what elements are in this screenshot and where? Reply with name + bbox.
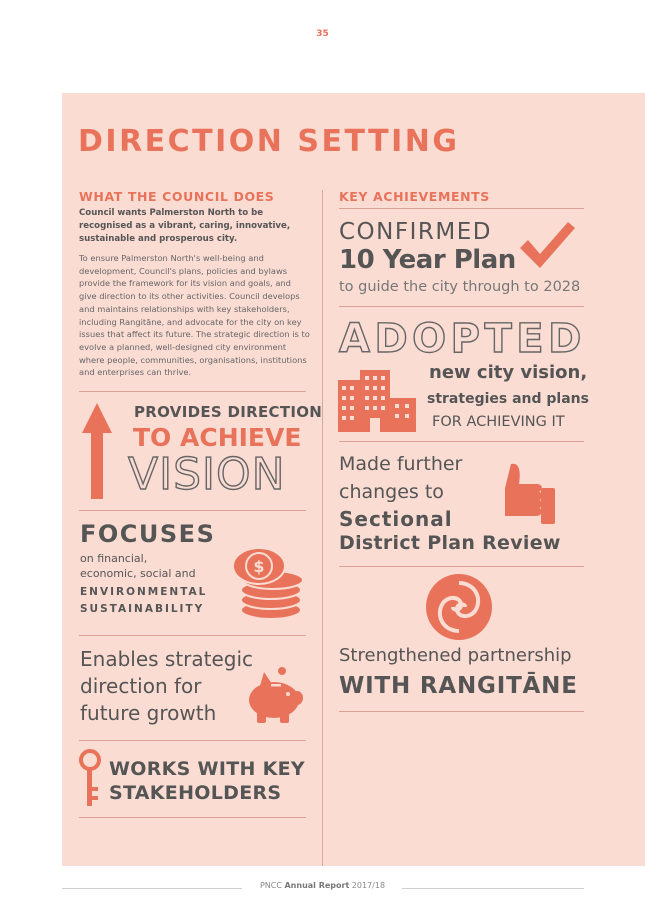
changes-line1: Made further — [339, 453, 463, 475]
confirmed-line2: 10 Year Plan — [339, 245, 516, 275]
partnership-line2: WITH RANGITĀNE — [339, 673, 578, 699]
divider — [339, 566, 584, 567]
confirmed-line1: CONFIRMED — [339, 219, 492, 245]
focuses-line3: ENVIRONMENTAL — [80, 586, 208, 598]
enables-line2: direction for — [80, 674, 202, 698]
divider — [339, 711, 584, 712]
direction-line3: VISION — [128, 449, 286, 500]
enables-line1: Enables strategic — [80, 647, 254, 671]
divider — [339, 441, 584, 442]
changes-line4: District Plan Review — [339, 532, 561, 554]
focuses-line4: SUSTAINABILITY — [80, 603, 205, 615]
works-line2: STAKEHOLDERS — [109, 782, 282, 804]
footer-year: 2017/18 — [351, 881, 386, 890]
divider — [339, 306, 584, 307]
coins-icon — [227, 542, 307, 624]
changes-line2: changes to — [339, 481, 444, 503]
footer-report: Annual Report — [284, 881, 350, 890]
direction-line2: TO ACHIEVE — [133, 423, 302, 452]
koru-icon — [425, 573, 493, 645]
buildings-icon — [338, 370, 416, 436]
divider — [79, 635, 306, 636]
footer-org: PNCC — [259, 881, 282, 890]
page-title: DIRECTION SETTING — [78, 124, 460, 159]
divider — [339, 208, 584, 209]
footer — [0, 881, 645, 890]
adopted-line3: strategies and plans — [427, 391, 589, 407]
column-divider — [322, 190, 323, 866]
direction-line1: PROVIDES DIRECTION — [134, 403, 323, 421]
checkmark-icon — [518, 220, 576, 274]
adopted-line4: FOR ACHIEVING IT — [432, 414, 565, 430]
divider — [79, 740, 306, 741]
changes-line3: Sectional — [339, 507, 453, 531]
works-line1: WORKS WITH KEY — [109, 758, 305, 780]
left-heading: WHAT THE COUNCIL DOES — [79, 189, 275, 204]
key-icon — [79, 749, 101, 811]
focuses-heading: FOCUSES — [80, 520, 216, 548]
divider — [79, 391, 306, 392]
right-heading: KEY ACHIEVEMENTS — [339, 189, 490, 204]
up-arrow-icon — [82, 403, 112, 503]
adopted-line1: ADOPTED — [339, 316, 586, 362]
focuses-line1: on financial, — [80, 552, 148, 565]
confirmed-line3: to guide the city through to 2028 — [339, 279, 581, 295]
page-number: 35 — [316, 29, 329, 39]
svg-text:$: $ — [253, 557, 265, 576]
partnership-line1: Strengthened partnership — [339, 645, 572, 666]
body-paragraph: To ensure Palmerston North's well-being and development, Council's plans, policies and bylaws provide the framework for its vision and goals, and give direction to its other activities. Council develops and maintains relationships with key stakeholders, including Rangitāne, and advocate for the city on key issues that affect its future. The strategic direction is to evolve a planned, well-designed city environment where people, communities, organisations, institutions and enterprises can thrive. — [79, 253, 310, 378]
divider — [79, 510, 306, 511]
divider — [79, 817, 306, 818]
focuses-line2: economic, social and — [80, 567, 196, 580]
lead-paragraph: Council wants Palmerston North to be recognised as a vibrant, caring, innovative, sustainable and prosperous city. — [79, 208, 291, 244]
enables-line3: future growth — [80, 701, 217, 725]
thumbs-up-icon — [497, 462, 555, 530]
adopted-line2: new city vision, — [429, 362, 588, 383]
piggy-bank-icon — [244, 666, 304, 728]
